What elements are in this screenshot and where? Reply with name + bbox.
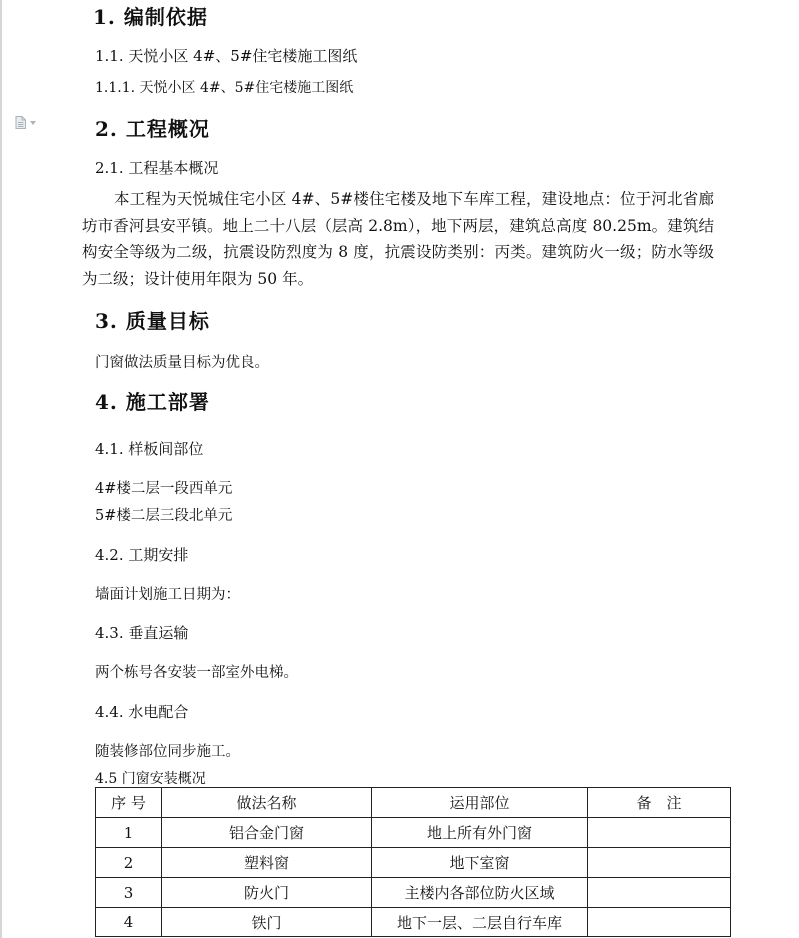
heading-2-1: 2.1. 工程基本概况	[95, 159, 219, 177]
quality-target-text: 门窗做法质量目标为优良。	[95, 355, 269, 371]
table-row	[96, 908, 731, 937]
door-window-table	[95, 787, 731, 937]
table-cell	[588, 908, 731, 937]
table-cell: 1	[96, 818, 162, 848]
heading-4-2: 4.2. 工期安排	[95, 546, 189, 564]
heading-1-1-1: 1.1.1. 天悦小区 4#、5#住宅楼施工图纸	[95, 80, 354, 96]
heading-4-5: 4.5 门窗安装概况	[95, 771, 206, 787]
table-cell: 防火门	[162, 878, 372, 908]
heading-2: 2. 工程概况	[95, 117, 210, 141]
vertical-transport-text: 两个栋号各安装一部室外电梯。	[95, 665, 298, 681]
table-cell: 主楼内各部位防火区域	[372, 878, 588, 908]
table-cell	[588, 818, 731, 848]
utilities-text: 随装修部位同步施工。	[95, 744, 240, 760]
heading-4: 4. 施工部署	[95, 390, 210, 414]
table-row	[96, 818, 731, 848]
document-icon	[15, 116, 26, 129]
table-row	[96, 878, 731, 908]
schedule-text: 墙面计划施工日期为：	[95, 587, 240, 603]
table-header-cell: 做法名称	[162, 788, 372, 818]
table-header-cell: 运用部位	[372, 788, 588, 818]
table-cell: 2	[96, 848, 162, 878]
table-cell	[588, 848, 731, 878]
sample-unit-line-1: 4#楼二层一段西单元	[95, 481, 233, 497]
heading-1: 1. 编制依据	[93, 5, 208, 29]
table-header-cell: 序 号	[96, 788, 162, 818]
heading-1-1: 1.1. 天悦小区 4#、5#住宅楼施工图纸	[95, 47, 358, 65]
table-cell: 塑料窗	[162, 848, 372, 878]
table-cell: 铝合金门窗	[162, 818, 372, 848]
margin-document-menu[interactable]	[15, 116, 36, 129]
sample-unit-line-2: 5#楼二层三段北单元	[95, 508, 233, 524]
table-cell: 地下一层、二层自行车库	[372, 908, 588, 937]
table-cell: 3	[96, 878, 162, 908]
heading-4-4: 4.4. 水电配合	[95, 703, 189, 721]
table-cell: 地下室窗	[372, 848, 588, 878]
chevron-down-icon	[30, 121, 36, 125]
project-overview-paragraph: 本工程为天悦城住宅小区 4#、5#楼住宅楼及地下车库工程，建设地点：位于河北省廊坊市香河县安平镇。地上二十八层（层高 2.8m），地下两层，建筑总高度 80.25m。建筑结构安全等级为二级，抗震设防烈度为 8 度，抗震设防类别：丙类。建筑防火一级；防水等级为二级；设计使用年限为 50 年。	[82, 190, 714, 288]
heading-4-3: 4.3. 垂直运输	[95, 624, 189, 642]
table-header-cell: 备 注	[588, 788, 731, 818]
table-row	[96, 848, 731, 878]
table-header-row	[96, 788, 731, 818]
table-cell	[588, 878, 731, 908]
table-cell: 铁门	[162, 908, 372, 937]
heading-4-1: 4.1. 样板间部位	[95, 440, 204, 458]
heading-3: 3. 质量目标	[95, 309, 210, 333]
table-cell: 4	[96, 908, 162, 937]
page-edge	[0, 0, 2, 938]
table-cell: 地上所有外门窗	[372, 818, 588, 848]
